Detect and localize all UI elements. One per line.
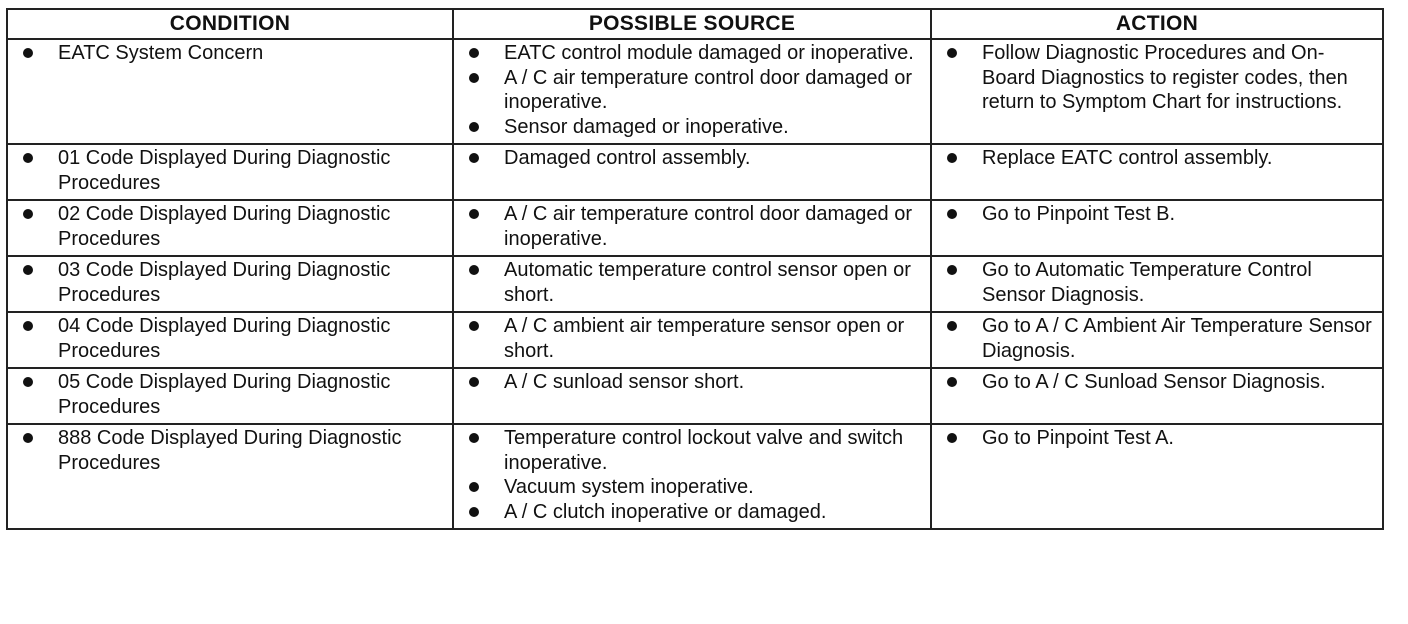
bullet-list	[944, 41, 1374, 115]
action-cell	[931, 256, 1383, 312]
list-item	[20, 314, 444, 363]
list-item	[466, 66, 922, 115]
bullet-icon	[23, 265, 33, 275]
list-item-text: Go to Automatic Temperature Control Sensor Diagnosis.	[982, 259, 1312, 306]
action-cell	[931, 200, 1383, 256]
bullet-icon	[23, 209, 33, 219]
bullet-list	[944, 258, 1374, 307]
list-item-text: 888 Code Displayed During Diagnostic Procedures	[58, 427, 402, 474]
bullet-list	[20, 426, 444, 475]
possible-source-cell	[453, 200, 931, 256]
bullet-list	[466, 146, 922, 171]
action-cell	[931, 368, 1383, 424]
table-row	[7, 39, 1383, 144]
list-item-text: Vacuum system inoperative.	[504, 476, 754, 498]
bullet-list	[944, 314, 1374, 363]
bullet-icon	[947, 209, 957, 219]
list-item-text: Follow Diagnostic Procedures and On-Board Diagnostics to register codes, then return to Symptom Chart for instructions.	[982, 42, 1348, 113]
condition-cell	[7, 39, 453, 144]
possible-source-cell	[453, 144, 931, 200]
table-row	[7, 200, 1383, 256]
bullet-list	[944, 370, 1374, 395]
list-item-text: Damaged control assembly.	[504, 147, 751, 169]
bullet-icon	[23, 48, 33, 58]
list-item-text: Temperature control lockout valve and switch inoperative.	[504, 427, 904, 474]
table-body	[7, 39, 1383, 529]
list-item	[20, 258, 444, 307]
bullet-list	[20, 370, 444, 419]
list-item	[20, 370, 444, 419]
condition-cell	[7, 424, 453, 529]
list-item	[944, 41, 1374, 115]
list-item-text: Replace EATC control assembly.	[982, 147, 1273, 169]
list-item	[466, 475, 922, 500]
bullet-icon	[469, 153, 479, 163]
table-row	[7, 256, 1383, 312]
list-item	[20, 426, 444, 475]
bullet-list	[20, 202, 444, 251]
list-item-text: EATC System Concern	[58, 42, 264, 64]
list-item-text: 01 Code Displayed During Diagnostic Procedures	[58, 147, 391, 194]
possible-source-cell	[453, 256, 931, 312]
list-item-text: Go to A / C Ambient Air Temperature Sensor Diagnosis.	[982, 315, 1372, 362]
action-cell	[931, 312, 1383, 368]
list-item	[944, 258, 1374, 307]
bullet-icon	[469, 122, 479, 132]
bullet-list	[20, 314, 444, 363]
bullet-list	[20, 258, 444, 307]
possible-source-cell	[453, 39, 931, 144]
bullet-icon	[469, 265, 479, 275]
table-row	[7, 424, 1383, 529]
list-item-text: A / C sunload sensor short.	[504, 371, 745, 393]
list-item	[944, 146, 1374, 171]
bullet-list	[944, 426, 1374, 451]
list-item	[466, 314, 922, 363]
list-item-text: A / C clutch inoperative or damaged.	[504, 500, 827, 523]
action-cell	[931, 39, 1383, 144]
bullet-icon	[23, 377, 33, 387]
action-cell	[931, 424, 1383, 529]
list-item-text: A / C ambient air temperature sensor open or short.	[504, 315, 905, 362]
list-item	[20, 202, 444, 251]
header-condition: CONDITION	[7, 9, 453, 39]
header-row	[7, 9, 1383, 39]
list-item-text: Go to A / C Sunload Sensor Diagnosis.	[982, 371, 1326, 393]
possible-source-cell	[453, 312, 931, 368]
bullet-icon	[469, 377, 479, 387]
condition-cell	[7, 312, 453, 368]
list-item-text: 05 Code Displayed During Diagnostic Procedures	[58, 371, 391, 418]
symptom-chart-table	[6, 8, 1384, 530]
bullet-icon	[23, 433, 33, 443]
action-cell	[931, 144, 1383, 200]
bullet-icon	[947, 433, 957, 443]
bullet-list	[944, 202, 1374, 227]
list-item	[466, 146, 922, 171]
condition-cell	[7, 144, 453, 200]
possible-source-cell	[453, 424, 931, 529]
bullet-icon	[469, 482, 479, 492]
list-item-text: 03 Code Displayed During Diagnostic Procedures	[58, 259, 391, 306]
list-item-text: 04 Code Displayed During Diagnostic Procedures	[58, 315, 391, 362]
bullet-list	[466, 370, 922, 395]
bullet-icon	[947, 48, 957, 58]
bullet-icon	[469, 48, 479, 58]
bullet-icon	[469, 433, 479, 443]
bullet-list	[466, 258, 922, 307]
list-item-text: Go to Pinpoint Test A.	[982, 427, 1174, 449]
list-item	[466, 115, 922, 140]
bullet-list	[944, 146, 1374, 171]
bullet-icon	[469, 73, 479, 83]
header-action: ACTION	[931, 9, 1383, 39]
table-row	[7, 368, 1383, 424]
bullet-icon	[469, 321, 479, 331]
list-item	[466, 41, 922, 66]
bullet-icon	[947, 265, 957, 275]
list-item	[944, 426, 1374, 451]
bullet-list	[466, 314, 922, 363]
condition-cell	[7, 200, 453, 256]
bullet-icon	[947, 377, 957, 387]
list-item-text: Automatic temperature control sensor open or short.	[504, 259, 911, 306]
list-item-text: A / C air temperature control door damaged or inoperative.	[504, 203, 912, 250]
bullet-list	[20, 146, 444, 195]
header-possible-source: POSSIBLE SOURCE	[453, 9, 931, 39]
list-item	[944, 314, 1374, 363]
table-row	[7, 144, 1383, 200]
list-item-text: Go to Pinpoint Test B.	[982, 203, 1176, 225]
list-item-text: A / C air temperature control door damaged or inoperative.	[504, 66, 912, 113]
bullet-icon	[947, 153, 957, 163]
list-item	[20, 41, 444, 66]
condition-cell	[7, 256, 453, 312]
list-item	[20, 146, 444, 195]
list-item	[944, 202, 1374, 227]
bullet-list	[466, 426, 922, 524]
possible-source-cell	[453, 368, 931, 424]
bullet-list	[466, 41, 922, 139]
list-item-text: EATC control module damaged or inoperative.	[504, 42, 914, 64]
list-item-text: 02 Code Displayed During Diagnostic Procedures	[58, 203, 391, 250]
bullet-list	[466, 202, 922, 251]
list-item	[466, 426, 922, 475]
list-item	[944, 370, 1374, 395]
list-item	[466, 500, 922, 525]
list-item	[466, 370, 922, 395]
bullet-icon	[947, 321, 957, 331]
list-item	[466, 202, 922, 251]
bullet-icon	[23, 321, 33, 331]
list-item	[466, 258, 922, 307]
bullet-list	[20, 41, 444, 66]
condition-cell	[7, 368, 453, 424]
table-row	[7, 312, 1383, 368]
list-item-text: Sensor damaged or inoperative.	[504, 115, 789, 138]
bullet-icon	[469, 507, 479, 517]
bullet-icon	[469, 209, 479, 219]
bullet-icon	[23, 153, 33, 163]
